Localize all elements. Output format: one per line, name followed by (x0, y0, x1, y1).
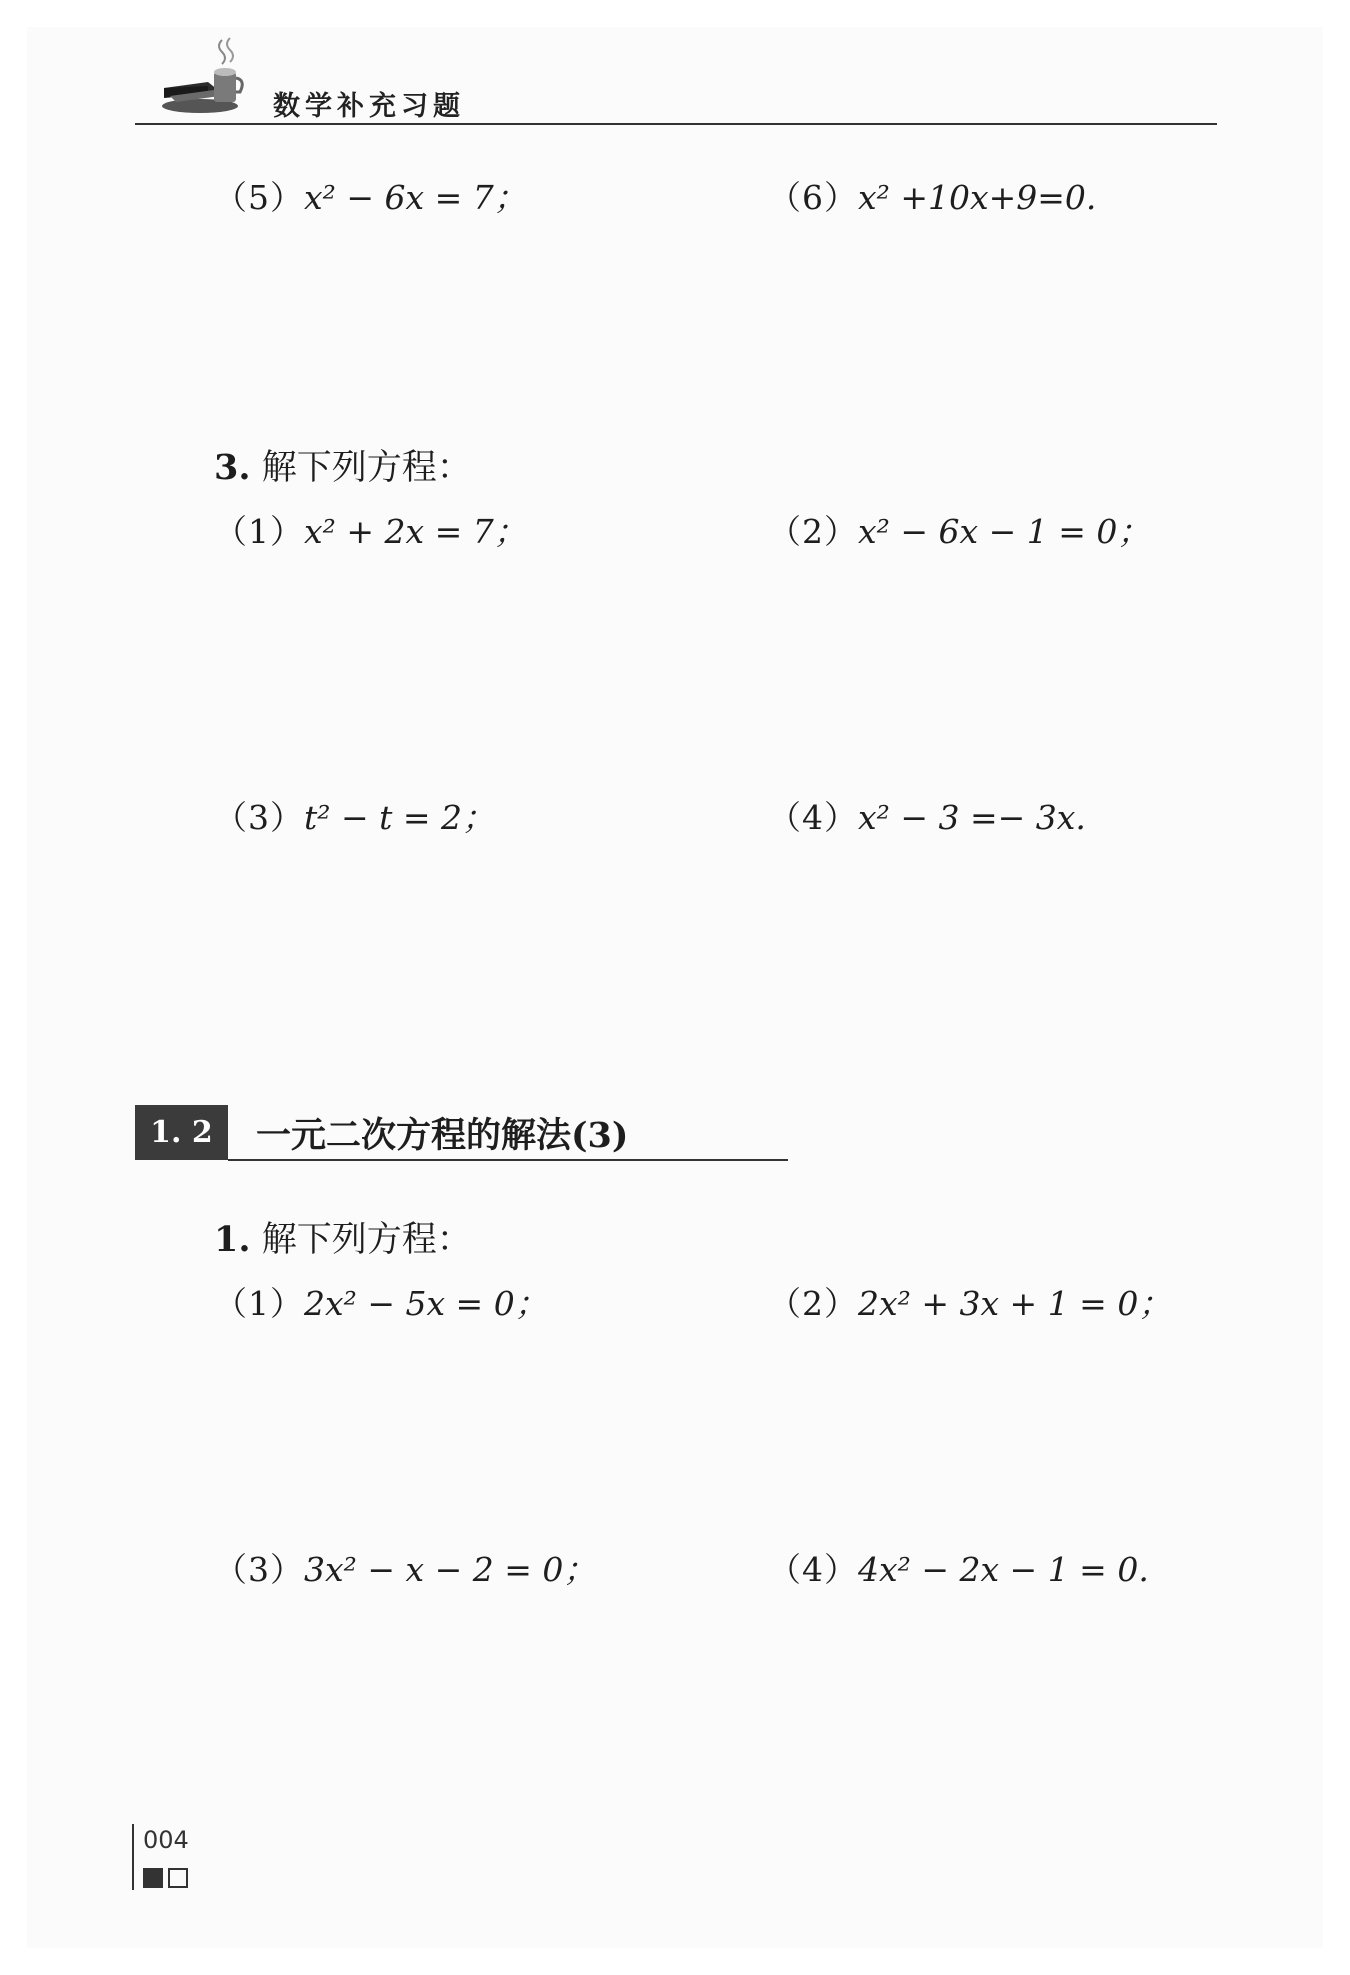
footer-rule (132, 1824, 134, 1890)
header-rule (135, 123, 1217, 125)
problem-expression: 2x² − 5x = 0； (304, 1284, 548, 1323)
problem-3-2 (768, 506, 1150, 553)
problem-expression: x² − 6x − 1 = 0； (858, 512, 1151, 551)
problem-label: （1） (214, 1284, 304, 1323)
book-title: 数学补充习题 (273, 91, 465, 122)
problem-label: （3） (214, 798, 304, 837)
problem-3-1 (214, 506, 527, 553)
problem-expression: t² − t = 2； (304, 798, 496, 837)
section-title: 一元二次方程的解法(3) (256, 1115, 629, 1156)
question-number: 3. (214, 447, 251, 488)
question-text: 解下列方程： (261, 1220, 472, 1260)
problem-label: （5） (214, 178, 304, 217)
problem-1-3 (214, 1544, 596, 1591)
problem-expression: 4x² − 2x − 1 = 0. (858, 1550, 1149, 1589)
problem-expression: x² − 3 =− 3x. (858, 798, 1086, 837)
problem-expression: 3x² − x − 2 = 0； (304, 1550, 597, 1589)
page (27, 27, 1323, 1948)
problem-1-2 (768, 1278, 1171, 1325)
problem-3-3 (214, 792, 495, 839)
question-3-heading (214, 440, 472, 490)
problem-label: （2） (768, 512, 858, 551)
problem-label: （4） (768, 1550, 858, 1589)
problem-expression: 2x² + 3x + 1 = 0； (858, 1284, 1172, 1323)
problem-label: （6） (768, 178, 858, 217)
problem-5 (214, 172, 527, 219)
problem-expression: x² − 6x = 7； (304, 178, 527, 217)
empty-square-icon (168, 1868, 188, 1888)
books-and-mug-icon (160, 36, 250, 116)
problem-6 (768, 172, 1096, 219)
page-number: 004 (143, 1826, 189, 1854)
filled-square-icon (143, 1868, 163, 1888)
problem-1-4 (768, 1544, 1149, 1591)
section-rule (228, 1159, 788, 1161)
section-number-badge: 1. 2 (135, 1105, 228, 1160)
problem-label: （3） (214, 1550, 304, 1589)
question-1-heading (214, 1212, 472, 1262)
problem-expression: x² + 2x = 7； (304, 512, 527, 551)
problem-label: （1） (214, 512, 304, 551)
problem-1-1 (214, 1278, 548, 1325)
question-number: 1. (214, 1219, 251, 1260)
problem-label: （2） (768, 1284, 858, 1323)
question-text: 解下列方程： (261, 448, 472, 488)
problem-label: （4） (768, 798, 858, 837)
problem-expression: x² +10x+9=0. (858, 178, 1097, 217)
problem-3-4 (768, 792, 1086, 839)
